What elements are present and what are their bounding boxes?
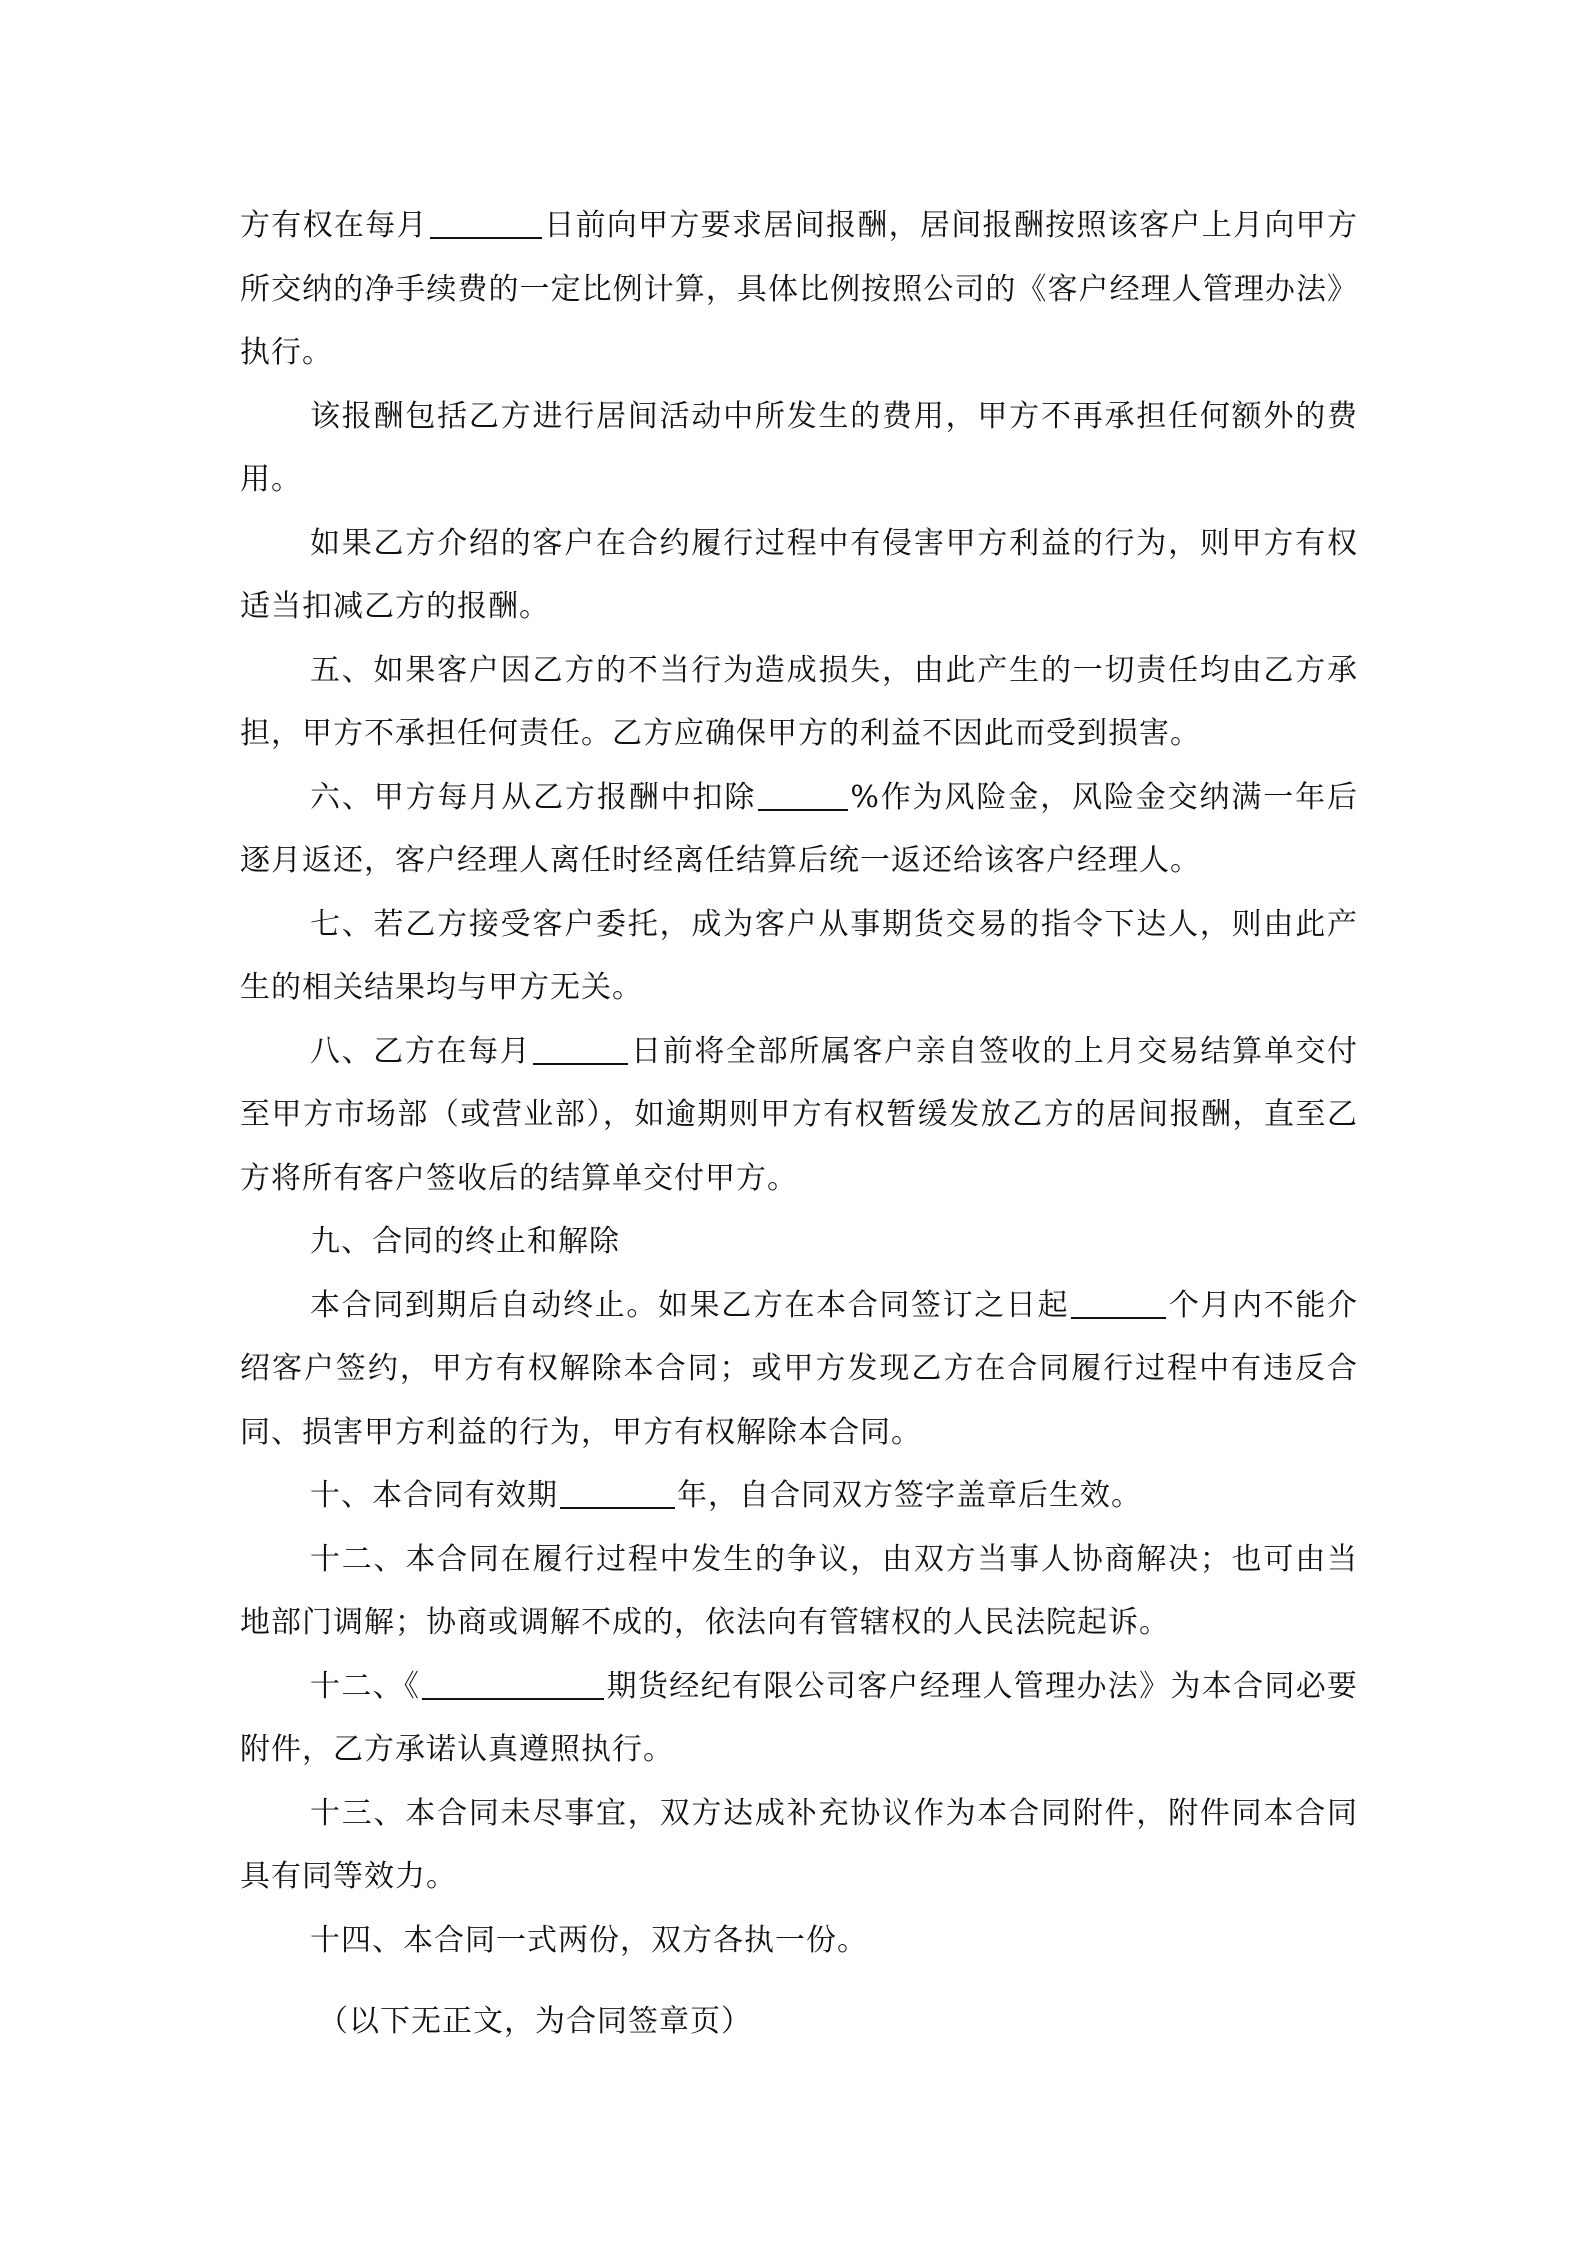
clause-7-order-placer: 七、若乙方接受客户委托，成为客户从事期货交易的指令下达人，则由此产生的相关结果均与甲方无关。: [240, 906, 1358, 1005]
clause-10-validity: [240, 1464, 1358, 1528]
blank-line-years: [560, 1479, 675, 1509]
text-segment: 个月内不能介绍客户签约，甲方有权解除本合同；或甲方发现乙方在合同履行过程中有违反合同、损害甲方利益的行为，甲方有权解除本合同。: [240, 1287, 1359, 1450]
clause-5-liability: 五、如果客户因乙方的不当行为造成损失，由此产生的一切责任均由乙方承担，甲方不承担任何责任。乙方应确保甲方的利益不因此而受到损害。: [240, 652, 1358, 751]
clause-6-risk-deposit: [240, 766, 1358, 893]
clause-13-supplement: 十三、本合同未尽事宜，双方达成补充协议作为本合同附件，附件同本合同具有同等效力。: [240, 1795, 1358, 1894]
clause-9-termination-text: [240, 1274, 1358, 1465]
clause-8-settlement-statements: [240, 1020, 1358, 1211]
closing-note: （以下无正文，为合同签章页）: [318, 2004, 752, 2039]
paragraph-fee-coverage: 该报酬包括乙方进行居间活动中所发生的费用，甲方不再承担任何额外的费用。: [240, 398, 1358, 497]
contract-body: [240, 194, 1358, 1972]
text-segment: 期货经纪有限公司客户经理人管理办法》为本合同必要附件，乙方承诺认真遵照执行。: [240, 1668, 1359, 1767]
blank-line-day-of-month: [430, 209, 542, 239]
clause-12-disputes: 十二、本合同在履行过程中发生的争议，由双方当事人协商解决；也可由当地部门调解；协商或调解不成的，依法向有管辖权的人民法院起诉。: [240, 1541, 1358, 1640]
paragraph-remuneration-request: [240, 194, 1358, 385]
blank-line-percentage: [758, 781, 848, 811]
text-segment: 日前将全部所属客户亲自签收的上月交易结算单交付至甲方市场部（或营业部），如逾期则甲方有权暂缓发放乙方的居间报酬，直至乙方将所有客户签收后的结算单交付甲方。: [240, 1033, 1359, 1196]
text-segment: 六、甲方每月从乙方报酬中扣除: [310, 779, 757, 815]
clause-9-heading: 九、合同的终止和解除: [310, 1224, 620, 1259]
text-segment: 本合同到期后自动终止。如果乙方在本合同签订之日起: [310, 1287, 1070, 1323]
text-segment: 八、乙方在每月: [310, 1033, 532, 1069]
text-segment: 十、本合同有效期: [310, 1478, 558, 1513]
text-segment: 年，自合同双方签字盖章后生效。: [677, 1478, 1142, 1513]
clause-14-copies: 十四、本合同一式两份，双方各执一份。: [310, 1922, 868, 1958]
text-segment: 日前向甲方要求居间报酬，居间报酬按照该客户上月向甲方所交纳的净手续费的一定比例计算，具体比例按照公司的《客户经理人管理办法》执行。: [240, 208, 1358, 370]
blank-line-company-name: [422, 1670, 604, 1700]
text-segment: 十二、《: [310, 1668, 421, 1704]
text-segment: 方有权在每月: [240, 208, 428, 243]
clause-12-attachment: [240, 1655, 1358, 1782]
text-segment: %作为风险金，风险金交纳满一年后逐月返还，客户经理人离任时经离任结算后统一返还给该客户经理人。: [240, 779, 1358, 878]
blank-line-months: [1071, 1289, 1166, 1319]
blank-line-day-of-month: [533, 1035, 628, 1065]
paragraph-deduction-right: 如果乙方介绍的客户在合约履行过程中有侵害甲方利益的行为，则甲方有权适当扣减乙方的报酬。: [240, 525, 1358, 624]
